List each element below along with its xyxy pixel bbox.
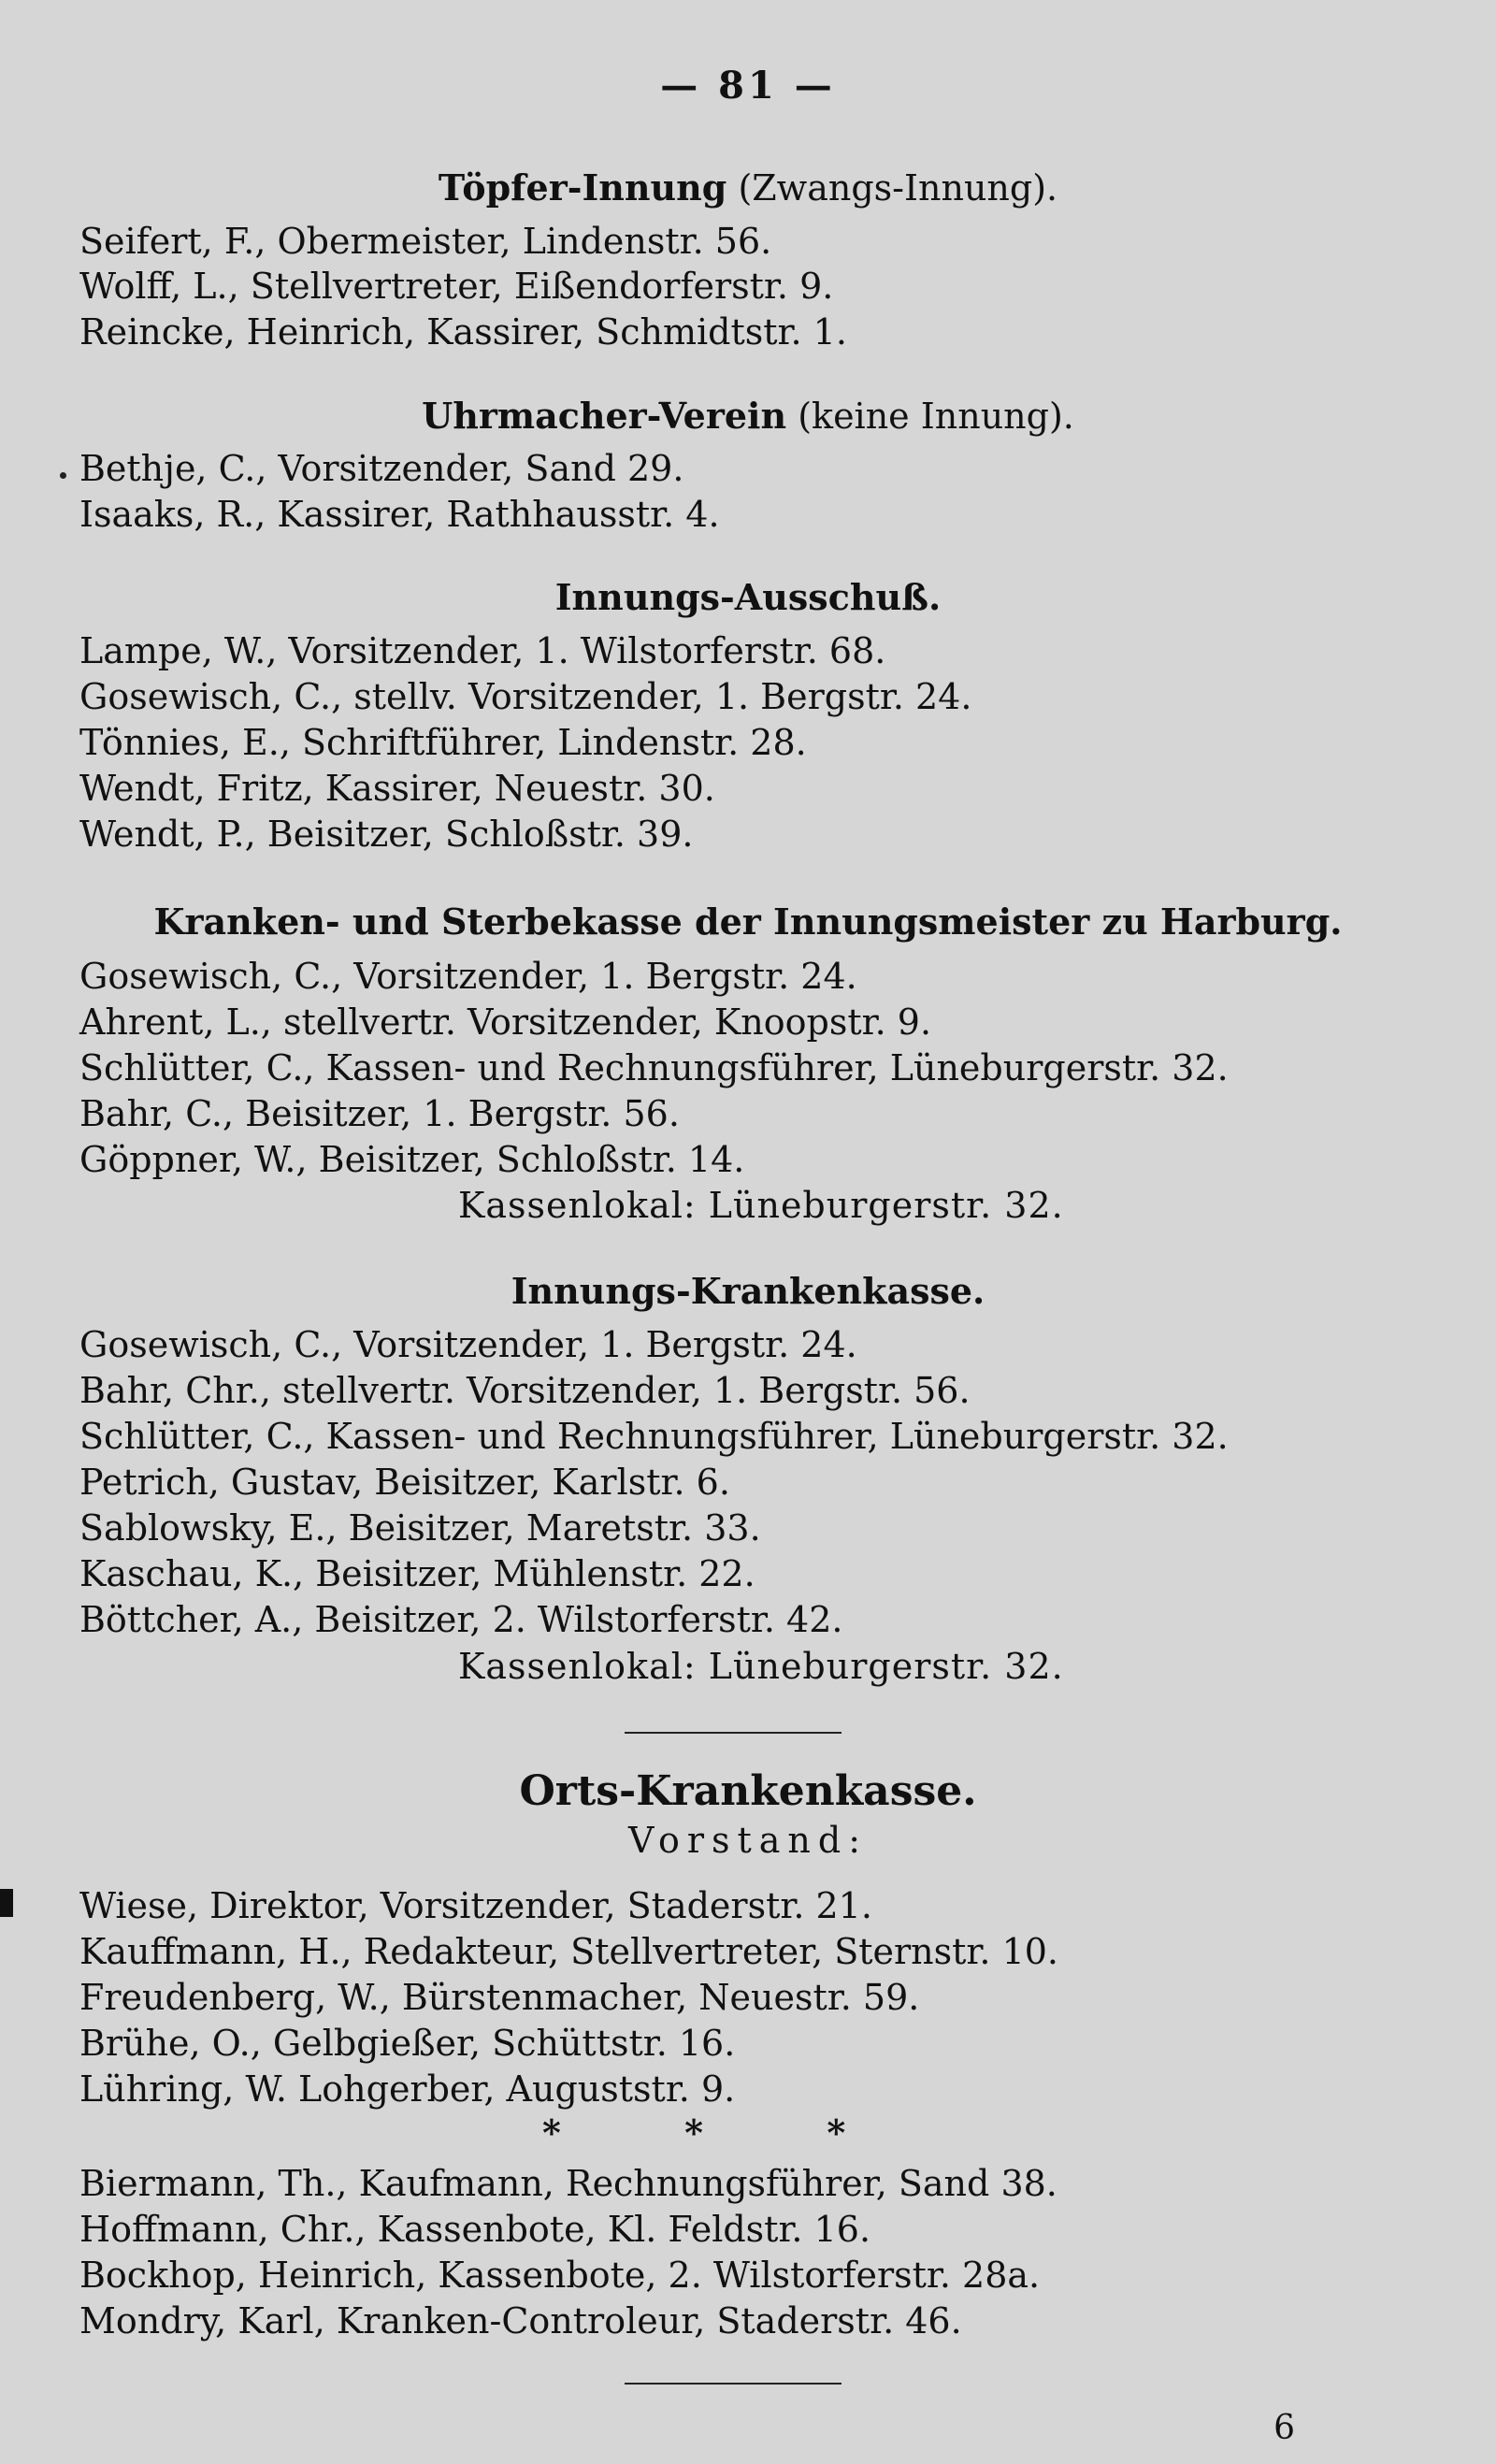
list-item: Schlütter, C., Kassen- und Rechnungsführer, Lüneburgerstr. 32. <box>79 1416 1229 1457</box>
section-title: Töpfer-Innung <box>438 166 727 209</box>
list-item: Wendt, P., Beisitzer, Schloßstr. 39. <box>79 814 694 855</box>
list-item: Wiese, Direktor, Vorsitzender, Staderstr. 21. <box>79 1885 872 1926</box>
list-item: Schlütter, C., Kassen- und Rechnungsführer, Lüneburgerstr. 32. <box>79 1047 1229 1088</box>
section-title: Kranken- und Sterbekasse der Innungsmeister zu Harburg. <box>153 901 1343 943</box>
list-item: Wendt, Fritz, Kassirer, Neuestr. 30. <box>79 768 715 809</box>
list-item: Göppner, W., Beisitzer, Schloßstr. 14. <box>79 1139 745 1180</box>
section-heading <box>0 576 1496 618</box>
list-item: Biermann, Th., Kaufmann, Rechnungsführer, Sand 38. <box>79 2163 1057 2204</box>
list-item: Lampe, W., Vorsitzender, 1. Wilstorferstr. 68. <box>79 630 886 671</box>
list-item: Reincke, Heinrich, Kassirer, Schmidtstr. 1. <box>79 311 847 353</box>
list-item: Hoffmann, Chr., Kassenbote, Kl. Feldstr. 16. <box>79 2209 871 2250</box>
print-speck <box>60 472 66 479</box>
list-item: Böttcher, A., Beisitzer, 2. Wilstorferstr. 42. <box>79 1599 843 1640</box>
list-item: Kauffmann, H., Redakteur, Stellvertreter, Sternstr. 10. <box>79 1931 1059 1972</box>
list-item: Sablowsky, E., Beisitzer, Maretstr. 33. <box>79 1507 761 1549</box>
separator-asterisks: * * * <box>542 2111 846 2154</box>
section-note: (keine Innung). <box>798 396 1074 437</box>
list-item: Gosewisch, C., Vorsitzender, 1. Bergstr. 24. <box>79 956 857 997</box>
list-item: Brühe, O., Gelbgießer, Schüttstr. 16. <box>79 2023 736 2064</box>
cash-office-address: Kassenlokal: Lüneburgerstr. 32. <box>458 1646 1064 1687</box>
divider <box>625 1732 842 1734</box>
section-subtitle: Vorstand: <box>627 1820 869 1861</box>
section-heading <box>0 395 1496 437</box>
section-heading <box>0 1270 1496 1312</box>
section-title: Uhrmacher-Verein <box>422 395 787 437</box>
list-item: Mondry, Karl, Kranken-Controleur, Staderstr. 46. <box>79 2300 962 2342</box>
section-heading <box>0 166 1496 209</box>
section-title: Orts-Krankenkasse. <box>519 1767 977 1815</box>
list-item: Kaschau, K., Beisitzer, Mühlenstr. 22. <box>79 1553 755 1594</box>
signature-mark: 6 <box>1273 2409 1295 2447</box>
section-title: Innungs-Krankenkasse. <box>511 1270 985 1312</box>
list-item: Tönnies, E., Schriftführer, Lindenstr. 28. <box>79 722 807 763</box>
list-item: Gosewisch, C., Vorsitzender, 1. Bergstr. 24. <box>79 1324 857 1365</box>
cash-office-address: Kassenlokal: Lüneburgerstr. 32. <box>458 1185 1064 1226</box>
list-item: Ahrent, L., stellvertr. Vorsitzender, Knoopstr. 9. <box>79 1001 932 1043</box>
list-item: Isaaks, R., Kassirer, Rathhausstr. 4. <box>79 494 720 535</box>
list-item: Bethje, C., Vorsitzender, Sand 29. <box>79 448 684 489</box>
page-edge-mark <box>0 1889 13 1917</box>
section-heading <box>0 1767 1496 1815</box>
list-item: Bockhop, Heinrich, Kassenbote, 2. Wilstorferstr. 28a. <box>79 2255 1041 2296</box>
list-item: Petrich, Gustav, Beisitzer, Karlstr. 6. <box>79 1462 730 1503</box>
section-heading <box>0 901 1496 943</box>
list-item: Lühring, W. Lohgerber, Auguststr. 9. <box>79 2068 736 2110</box>
list-item: Gosewisch, C., stellv. Vorsitzender, 1. Bergstr. 24. <box>79 676 972 717</box>
list-item: Seifert, F., Obermeister, Lindenstr. 56. <box>79 221 772 262</box>
section-title: Innungs-Ausschuß. <box>554 576 942 618</box>
page-number: — 81 — <box>660 64 836 108</box>
list-item: Freudenberg, W., Bürstenmacher, Neuestr. 59. <box>79 1977 920 2018</box>
list-item: Bahr, C., Beisitzer, 1. Bergstr. 56. <box>79 1093 680 1134</box>
list-item: Bahr, Chr., stellvertr. Vorsitzender, 1. Bergstr. 56. <box>79 1370 971 1411</box>
divider <box>625 2383 842 2385</box>
section-note: (Zwangs-Innung). <box>738 167 1058 209</box>
list-item: Wolff, L., Stellvertreter, Eißendorferstr. 9. <box>79 266 834 307</box>
